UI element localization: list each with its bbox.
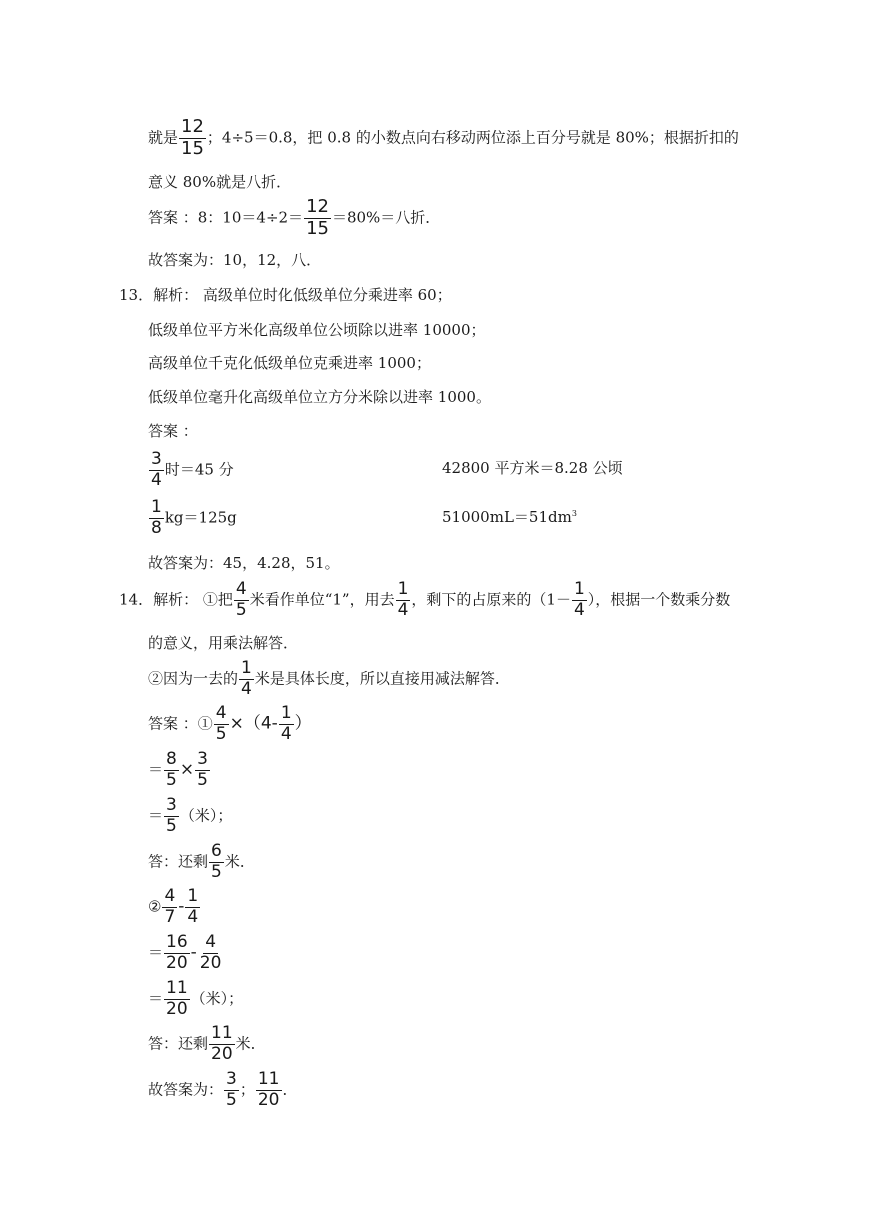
p14-part-2-step-3 xyxy=(148,1025,266,1064)
denominator: 5 xyxy=(197,769,208,790)
p13-final xyxy=(148,552,340,573)
text: ② xyxy=(148,897,162,916)
fraction xyxy=(304,198,331,239)
numerator: 1 xyxy=(397,579,409,599)
fraction xyxy=(214,705,229,744)
text: 故答案为： xyxy=(148,1080,224,1099)
text: 51000mL＝51dm xyxy=(442,508,572,526)
text: - xyxy=(178,896,185,917)
fraction xyxy=(224,1071,239,1110)
numerator: 12 xyxy=(181,116,204,137)
text: ＝ xyxy=(148,806,164,825)
fraction xyxy=(164,934,190,973)
fraction xyxy=(279,705,294,744)
fraction xyxy=(149,451,164,490)
p12-answer xyxy=(148,198,440,239)
text: 答案 ：8：10＝4÷2＝ xyxy=(148,208,304,227)
denominator: 5 xyxy=(166,769,177,790)
denominator: 20 xyxy=(166,952,188,973)
text: ） xyxy=(294,713,312,734)
numerator: 1 xyxy=(280,703,292,723)
fraction xyxy=(162,888,177,927)
text: 时＝45 分 xyxy=(164,460,234,479)
fraction xyxy=(198,934,224,973)
superscript: 3 xyxy=(571,509,577,518)
numerator: 12 xyxy=(306,196,329,217)
fraction xyxy=(209,843,224,882)
numerator: 4 xyxy=(164,886,176,906)
text: （米）； xyxy=(179,806,233,825)
p14-answer xyxy=(148,705,312,744)
denominator: 20 xyxy=(211,1043,233,1064)
fraction xyxy=(149,499,164,538)
denominator: 4 xyxy=(280,723,292,744)
text: ），根据一个数乘分数 xyxy=(587,590,731,609)
text: ＝80%＝八折． xyxy=(331,208,441,227)
text: ； xyxy=(239,1080,255,1099)
text: ＝ xyxy=(148,760,164,779)
text: kg＝125g xyxy=(164,508,237,527)
p13-answer-row-1 xyxy=(148,451,234,490)
fraction xyxy=(396,581,411,620)
p12-final xyxy=(148,249,321,270)
fraction xyxy=(164,980,190,1019)
numerator: 3 xyxy=(151,449,162,469)
numerator: 4 xyxy=(235,579,247,599)
p14-part-2-step-2 xyxy=(148,980,243,1019)
numerator: 6 xyxy=(211,841,222,861)
p14-step-3 xyxy=(148,843,255,882)
denominator: 5 xyxy=(235,599,247,620)
p12-line-2 xyxy=(148,171,291,192)
p13-answer-label xyxy=(148,420,198,441)
denominator: 20 xyxy=(257,1089,280,1110)
text: （米）； xyxy=(190,989,244,1008)
text: 答案 ： xyxy=(148,422,198,440)
denominator: 4 xyxy=(573,599,585,620)
numerator: 4 xyxy=(205,932,217,952)
text: 米． xyxy=(235,1034,266,1053)
p13-answer-row-2 xyxy=(148,499,237,538)
fraction xyxy=(239,660,254,699)
fraction xyxy=(234,581,249,620)
p13-answer-row-1-right xyxy=(442,457,623,478)
text: 故答案为：45，4.28，51。 xyxy=(148,554,340,572)
fraction xyxy=(209,1025,235,1064)
text: ＝ xyxy=(148,989,164,1008)
text: × xyxy=(179,759,195,780)
text: ，剩下的占原来的（1－ xyxy=(411,590,571,609)
text: 14．解析： ①把 xyxy=(119,590,233,609)
p14-step-1 xyxy=(148,751,211,790)
text: - xyxy=(190,942,197,963)
text: 13．解析： 高级单位时化低级单位分乘进率 60； xyxy=(119,286,452,304)
text: ． xyxy=(282,1080,298,1099)
denominator: 5 xyxy=(166,815,177,836)
numerator: 11 xyxy=(257,1069,280,1089)
numerator: 3 xyxy=(226,1069,237,1089)
denominator: 5 xyxy=(226,1089,237,1110)
text: 答案 ：① xyxy=(148,714,213,733)
fraction xyxy=(164,751,179,790)
text: 米看作单位“1”，用去 xyxy=(249,590,395,609)
text: 米是具体长度，所以直接用减法解答． xyxy=(254,669,510,688)
p14-part-2 xyxy=(148,888,201,927)
numerator: 8 xyxy=(166,749,177,769)
p14-line-2 xyxy=(148,632,298,653)
text: 故答案为：10，12，八． xyxy=(148,251,322,269)
text: 42800 平方米＝8.28 公顷 xyxy=(442,459,623,477)
numerator: 11 xyxy=(211,1023,233,1043)
text: 米． xyxy=(224,852,255,871)
denominator: 4 xyxy=(187,906,199,927)
fraction xyxy=(195,751,210,790)
text: ②因为一去的 xyxy=(148,669,239,688)
numerator: 3 xyxy=(197,749,208,769)
numerator: 11 xyxy=(166,978,188,998)
numerator: 3 xyxy=(166,795,177,815)
denominator: 15 xyxy=(306,217,329,239)
fraction xyxy=(185,888,200,927)
p13-heading xyxy=(119,284,452,305)
numerator: 16 xyxy=(166,932,188,952)
fraction xyxy=(256,1071,282,1110)
denominator: 4 xyxy=(241,678,252,699)
numerator: 1 xyxy=(151,497,162,517)
numerator: 1 xyxy=(241,658,252,678)
fraction xyxy=(179,118,206,159)
fraction xyxy=(572,581,587,620)
text: ＝ xyxy=(148,943,164,962)
text: ×（4- xyxy=(229,713,278,734)
denominator: 7 xyxy=(164,906,176,927)
text: 答：还剩 xyxy=(148,852,209,871)
denominator: 5 xyxy=(211,861,222,882)
p13-line-2 xyxy=(148,319,486,340)
text: 低级单位毫升化高级单位立方分米除以进率 1000。 xyxy=(148,388,491,406)
denominator: 20 xyxy=(199,952,222,973)
text: 就是 xyxy=(148,128,179,147)
p13-line-3 xyxy=(148,352,431,373)
text: 高级单位千克化低级单位克乘进率 1000； xyxy=(148,354,431,372)
p14-heading xyxy=(119,581,730,620)
p14-part-2-step-1 xyxy=(148,934,224,973)
denominator: 8 xyxy=(151,517,162,538)
text: 答：还剩 xyxy=(148,1034,209,1053)
text: ；4÷5＝0.8，把 0.8 的小数点向右移动两位添上百分号就是 80%；根据折扣的 xyxy=(206,128,739,147)
denominator: 4 xyxy=(397,599,409,620)
p14-step-2 xyxy=(148,797,232,836)
denominator: 20 xyxy=(166,998,188,1019)
denominator: 15 xyxy=(181,137,204,159)
text: 低级单位平方米化高级单位公顷除以进率 10000； xyxy=(148,321,486,339)
p13-answer-row-2-right xyxy=(442,506,577,527)
p14-final xyxy=(148,1071,298,1110)
numerator: 1 xyxy=(187,886,199,906)
numerator: 1 xyxy=(573,579,585,599)
p13-line-4 xyxy=(148,386,491,407)
text: 意义 80%就是八折． xyxy=(148,173,292,191)
text: 的意义，用乘法解答． xyxy=(148,634,299,652)
fraction xyxy=(164,797,179,836)
denominator: 5 xyxy=(215,723,227,744)
denominator: 4 xyxy=(151,469,162,490)
p14-line-3 xyxy=(148,660,510,699)
p12-line-1 xyxy=(148,118,739,159)
numerator: 4 xyxy=(215,703,227,723)
